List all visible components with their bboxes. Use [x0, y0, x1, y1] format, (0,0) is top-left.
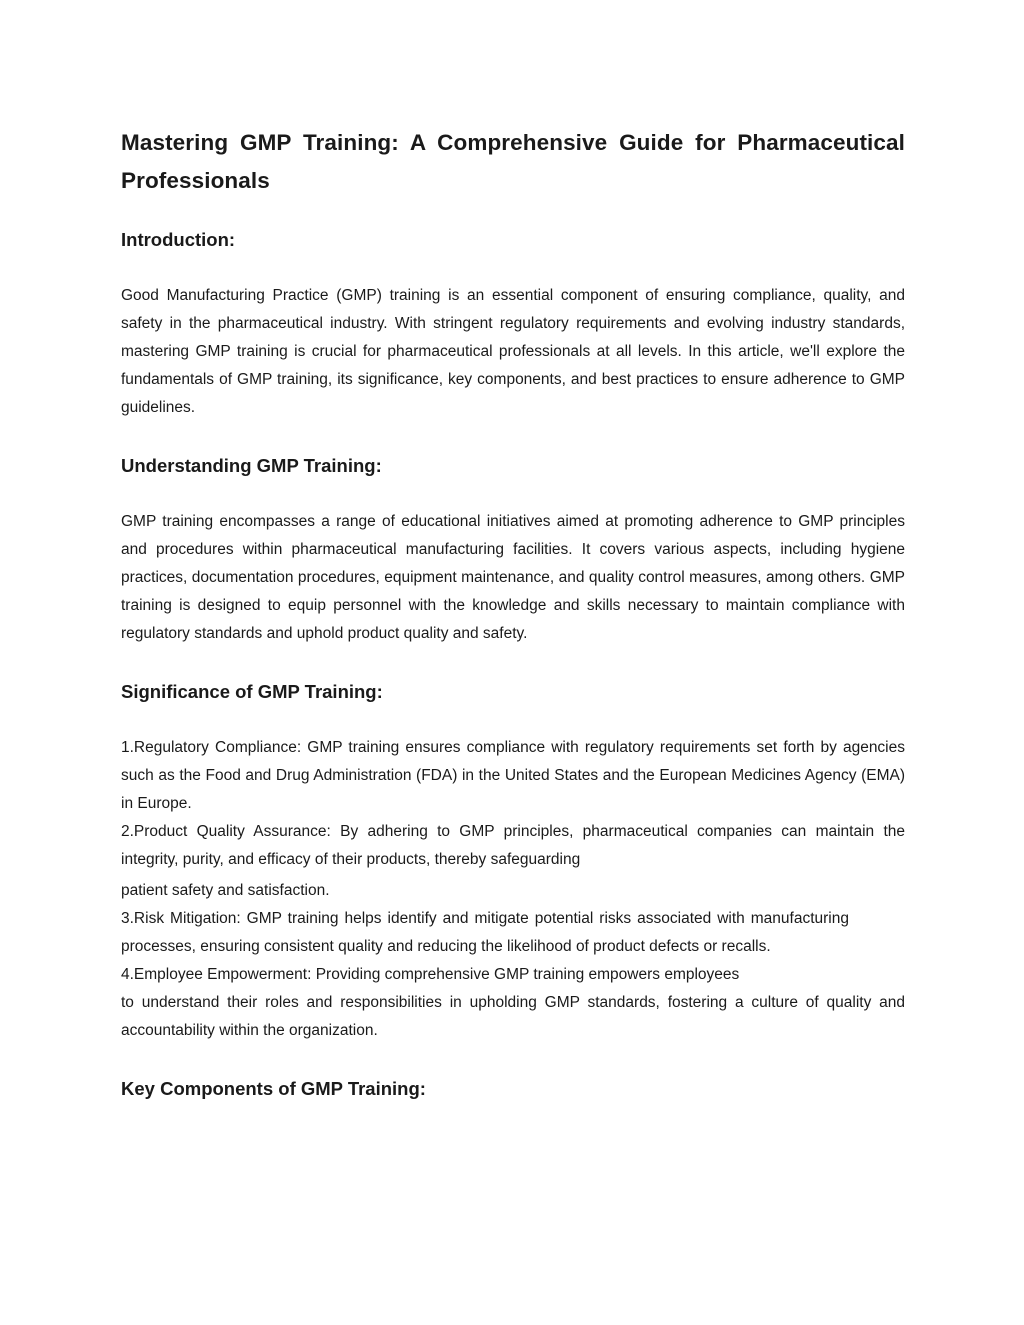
list-item-text: 3.Risk Mitigation: GMP training helps identify and mitigate potential risks associated with manufacturing processes, ensuring consistent quality and reducing the likelihood of product defects or recalls. [121, 910, 849, 955]
document-page [121, 124, 905, 1103]
list-item-text: 4.Employee Empowerment: Providing comprehensive GMP training empowers employees [121, 966, 740, 983]
significance-list [121, 734, 905, 1045]
list-item-product-quality [121, 818, 905, 905]
list-item-risk-mitigation [121, 905, 849, 961]
list-item-text: 1.Regulatory Compliance: GMP training ensures compliance with regulatory requirements set forth by agencies such as the Food and Drug Administration (FDA) in the United States and the European Medicines Agency (EMA) in Europe. [121, 739, 905, 812]
paragraph-introduction: Good Manufacturing Practice (GMP) training is an essential component of ensuring compliance, quality, and safety in the pharmaceutical industry. With stringent regulatory requirements and evolving industry standards, mastering GMP training is crucial for pharmaceutical professionals at all levels. In this article, we'll explore the fundamentals of GMP training, its significance, key components, and best practices to ensure adherence to GMP guidelines. [121, 287, 905, 416]
heading-significance: Significance of GMP Training: [121, 681, 383, 702]
list-item-text: 2.Product Quality Assurance: By adhering to GMP principles, pharmaceutical companies can maintain the integrity, purity, and efficacy of their products, thereby safeguarding [121, 823, 905, 868]
document-title: Mastering GMP Training: A Comprehensive Guide for Pharmaceutical Professionals [121, 130, 905, 193]
heading-key-components: Key Components of GMP Training: [121, 1078, 426, 1099]
list-item-continuation: to understand their roles and responsibilities in upholding GMP standards, fostering a culture of quality and accountability within the organization. [121, 994, 905, 1039]
list-item-regulatory-compliance [121, 734, 905, 818]
heading-understanding: Understanding GMP Training: [121, 455, 382, 476]
paragraph-understanding: GMP training encompasses a range of educational initiatives aimed at promoting adherence to GMP principles and procedures within pharmaceutical manufacturing facilities. It covers various aspects, including hygiene practices, documentation procedures, equipment maintenance, and quality control measures, among others. GMP training is designed to equip personnel with the knowledge and skills necessary to maintain compliance with regulatory standards and uphold product quality and safety. [121, 513, 905, 642]
heading-introduction: Introduction: [121, 229, 236, 250]
list-item-employee-empowerment [121, 961, 905, 1045]
list-item-continuation: patient safety and satisfaction. [121, 882, 330, 899]
